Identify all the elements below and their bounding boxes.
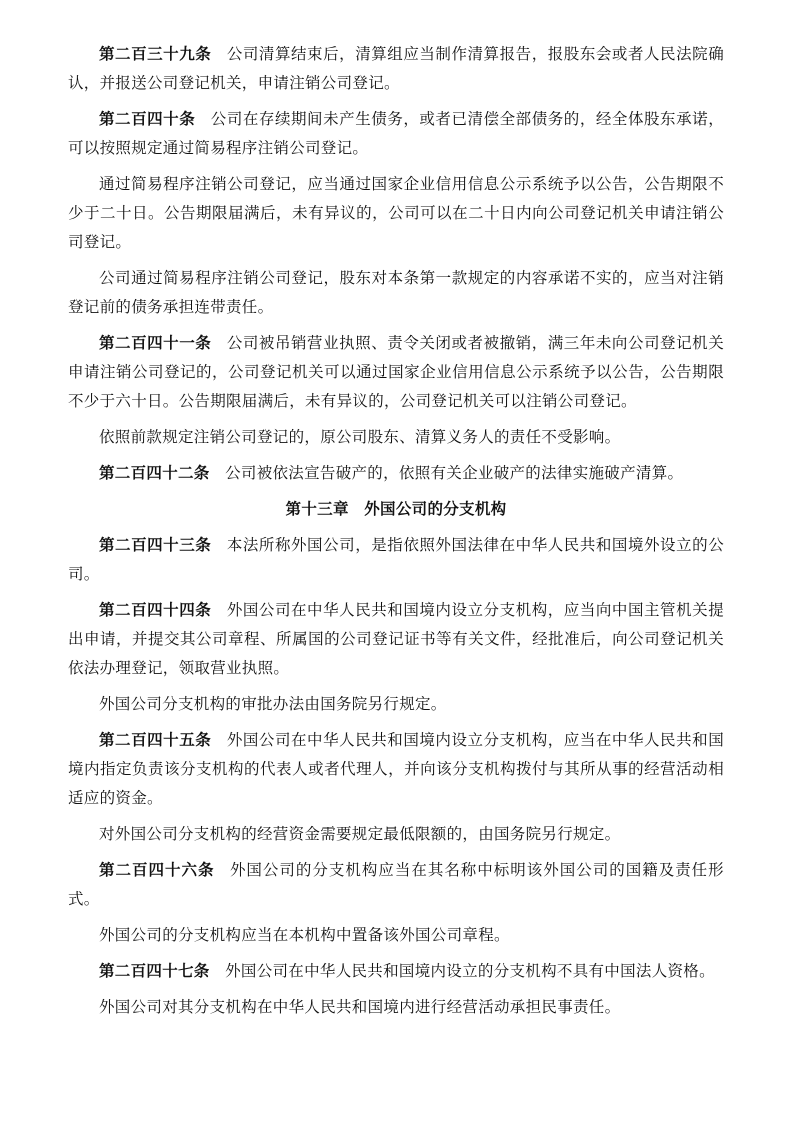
chapter-title: 外国公司的分支机构	[364, 500, 507, 518]
paragraph	[68, 423, 724, 452]
paragraph	[68, 993, 724, 1022]
article-text: 公司被吊销营业执照、责令关闭或者被撤销，满三年未向公司登记机关申请注销公司登记的，公司登记机关可以通过国家企业信用信息公示系统予以公告，公告期限不少于六十日。公告期限届满后，未有异议的，公司登记机关可以注销公司登记。	[68, 334, 724, 410]
article-text: 本法所称外国公司，是指依照外国法律在中华人民共和国境外设立的公司。	[68, 536, 724, 583]
article-241	[68, 329, 724, 416]
article-245	[68, 726, 724, 813]
article-239	[68, 40, 724, 98]
article-label: 第二百四十条	[99, 110, 196, 128]
article-label: 第二百三十九条	[99, 45, 212, 63]
paragraph	[68, 264, 724, 322]
paragraph-text: 外国公司对其分支机构在中华人民共和国境内进行经营活动承担民事责任。	[99, 998, 621, 1016]
paragraph-text: 通过简易程序注销公司登记，应当通过国家企业信用信息公示系统予以公告，公告期限不少于二十日。公告期限届满后，未有异议的，公司可以在二十日内向公司登记机关申请注销公司登记。	[68, 175, 724, 251]
paragraph-text: 外国公司分支机构的审批办法由国务院另行规定。	[99, 695, 447, 713]
article-label: 第二百四十一条	[99, 334, 212, 352]
article-label: 第二百四十二条	[99, 464, 210, 482]
article-text: 公司被依法宣告破产的，依照有关企业破产的法律实施破产清算。	[225, 464, 684, 482]
article-label: 第二百四十六条	[99, 861, 215, 879]
chapter-heading	[68, 495, 724, 524]
paragraph-text: 外国公司的分支机构应当在本机构中置备该外国公司章程。	[99, 926, 510, 944]
paragraph	[68, 921, 724, 950]
article-label: 第二百四十七条	[99, 962, 210, 980]
article-text: 外国公司在中华人民共和国境内设立分支机构，应当向中国主管机关提出申请，并提交其公司章程、所属国的公司登记证书等有关文件，经批准后，向公司登记机关依法办理登记，领取营业执照。	[68, 601, 724, 677]
article-text: 公司在存续期间未产生债务，或者已清偿全部债务的，经全体股东承诺，可以按照规定通过简易程序注销公司登记。	[68, 110, 724, 157]
article-243	[68, 531, 724, 589]
article-242	[68, 459, 724, 488]
paragraph-text: 依照前款规定注销公司登记的，原公司股东、清算义务人的责任不受影响。	[99, 428, 621, 446]
article-240	[68, 105, 724, 163]
paragraph	[68, 820, 724, 849]
chapter-number: 第十三章	[285, 500, 349, 518]
paragraph-text: 公司通过简易程序注销公司登记，股东对本条第一款规定的内容承诺不实的，应当对注销登记前的债务承担连带责任。	[68, 269, 724, 316]
paragraph	[68, 170, 724, 257]
article-text: 外国公司的分支机构应当在其名称中标明该外国公司的国籍及责任形式。	[68, 861, 724, 908]
article-text: 公司清算结束后，清算组应当制作清算报告，报股东会或者人民法院确认，并报送公司登记机关，申请注销公司登记。	[68, 45, 724, 92]
paragraph	[68, 690, 724, 719]
paragraph-text: 对外国公司分支机构的经营资金需要规定最低限额的，由国务院另行规定。	[99, 825, 621, 843]
article-label: 第二百四十四条	[99, 601, 212, 619]
article-text: 外国公司在中华人民共和国境内设立的分支机构不具有中国法人资格。	[225, 962, 715, 980]
document-body	[68, 40, 724, 1029]
article-text: 外国公司在中华人民共和国境内设立分支机构，应当在中华人民共和国境内指定负责该分支机构的代表人或者代理人，并向该分支机构拨付与其所从事的经营活动相适应的资金。	[68, 731, 724, 807]
article-246	[68, 856, 724, 914]
article-244	[68, 596, 724, 683]
article-label: 第二百四十五条	[99, 731, 212, 749]
article-247	[68, 957, 724, 986]
article-label: 第二百四十三条	[99, 536, 212, 554]
